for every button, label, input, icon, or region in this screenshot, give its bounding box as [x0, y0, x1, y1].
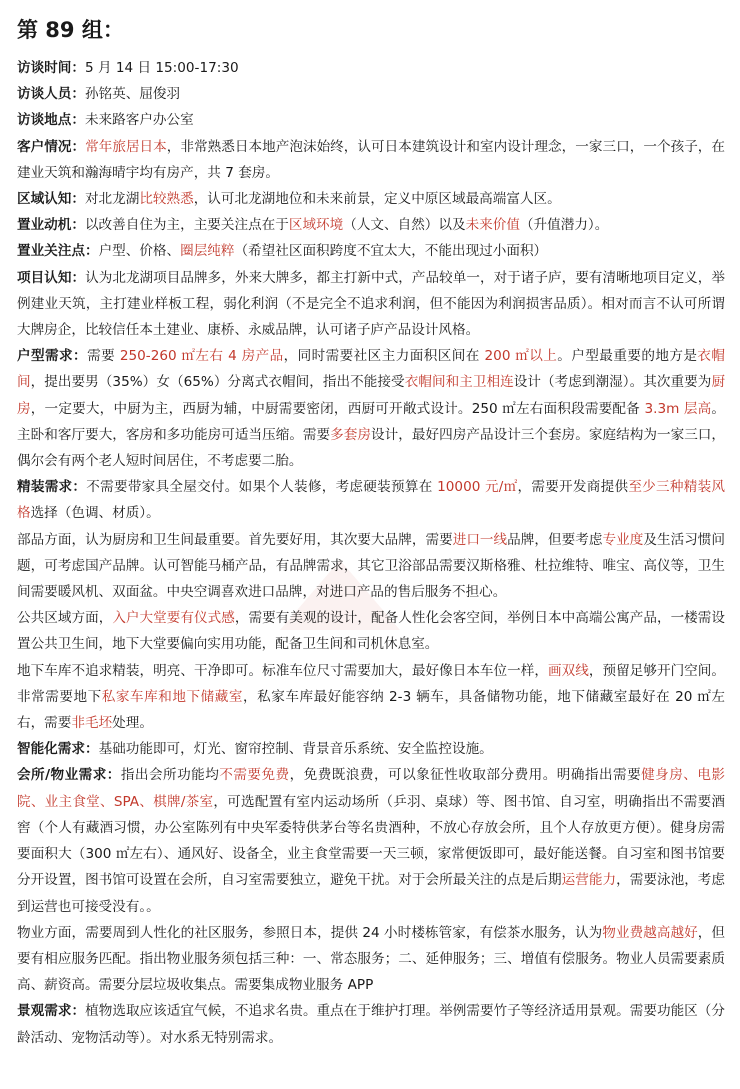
paragraph [17, 134, 725, 186]
highlighted-text: 250-260 ㎡左右 4 房产品 [119, 348, 284, 365]
field-label: 置业关注点： [17, 243, 99, 260]
paragraph [17, 265, 725, 344]
document-body [17, 15, 725, 1051]
paragraph [17, 920, 725, 999]
body-text: 部品方面，认为厨房和卫生间最重要。首先要好用，其次要大品牌，需要 [17, 531, 453, 548]
body-text: 物业方面，需要周到人性化的社区服务，参照日本，提供 24 小时楼栋管家，有偿茶水服务，认为 [17, 924, 603, 941]
body-text: 公共区域方面， [17, 610, 113, 627]
body-text: 5 月 14 日 15:00-17:30 [84, 60, 239, 76]
body-text: 认为北龙湖项目品牌多，外来大牌多，都主打新中式，产品较单一，对于诸子庐，要有清晰地项目定义，举例建业天筑，主打建业样板工程，弱化利润（不是完全不追求利润，但不能因为利润损害品质）。相对而言不认可所谓大牌房企，比较信任本土建业、康桥、永威品牌，认可诸子庐产品设计风格。 [17, 269, 726, 339]
field-label: 智能化需求： [17, 741, 99, 758]
highlighted-text: 至少三种精装风格 [17, 479, 726, 522]
highlighted-text: 入户大堂要有仪式感 [112, 610, 235, 627]
highlighted-text: 不需要免费 [219, 767, 290, 784]
field-label: 精装需求： [17, 479, 87, 496]
body-text: ，一定要大，中厨为主，西厨为辅，中厨需要密闭，西厨可开敞式设计。250 ㎡左右面积段需要配备 [30, 400, 645, 417]
paragraph [17, 474, 725, 526]
page-title: 第 89 组： [17, 18, 124, 42]
highlighted-text: 画双线 [548, 662, 589, 679]
interview-notes [17, 55, 725, 1051]
body-text: 。主卧和客厅要大，客房和多功能房可适当压缩。需要 [17, 400, 725, 443]
body-text: ，需要泳池，考虑到运营也可接受没有。。 [17, 872, 726, 915]
highlighted-text: 3.3m 层高 [644, 400, 712, 417]
body-text: 对北龙湖 [84, 191, 140, 208]
body-text: 需要 [87, 348, 120, 365]
paragraph [17, 238, 725, 264]
paragraph [17, 605, 725, 657]
body-text: 基础功能即可，灯光、窗帘控制、背景音乐系统、安全监控设施。 [98, 741, 493, 758]
body-text: 处理。 [112, 715, 153, 732]
body-text: ，私家车库最好能容纳 2-3 辆车，具备储物功能，地下储藏室最好在 20 ㎡左右，需要 [17, 688, 726, 732]
highlighted-text: 多套房 [330, 426, 372, 443]
field-label: 访谈地点： [17, 112, 85, 129]
highlighted-text: 圈层纯粹 [180, 243, 235, 260]
highlighted-text: 非毛坯 [71, 715, 113, 732]
field-label: 景观需求： [17, 1003, 86, 1020]
field-label: 区域认知： [17, 191, 85, 208]
highlighted-text: 厨房 [17, 374, 726, 417]
paragraph [17, 81, 725, 107]
field-label: 访谈时间： [17, 60, 85, 76]
body-text: 指出会所功能均 [120, 767, 220, 784]
body-text: 植物选取应该适宜气候，不追求名贵。重点在于维护打理。举例需要竹子等经济适用景观。需要功能区（分龄活动、宠物活动等）。对水系无特别需求。 [17, 1003, 726, 1046]
body-text: 以改善自住为主，主要关注点在于 [84, 217, 289, 234]
paragraph [17, 736, 725, 762]
highlighted-text: 进口一线 [452, 531, 508, 548]
body-text: ，但要有相应服务匹配。指出物业服务须包括三种：一、常态服务；二、延伸服务；三、增值有偿服务。物业人员需要素质高、薪资高。需要分层垃圾收集点。需要集成物业服务 APP [17, 924, 726, 994]
field-label: 会所/物业需求： [17, 767, 121, 784]
body-text: 及生活习惯问题，可考虑国产品牌。认可智能马桶产品，有品牌需求，其它卫浴部品需要汉斯格雅、杜拉维特、唯宝、高仪等，卫生间需要暖风机、双面盆。中央空调喜欢进口品牌，对进口产品的售后服务不担心。 [17, 531, 726, 601]
field-label: 户型需求： [17, 348, 88, 365]
highlighted-text: 衣帽间 [17, 348, 726, 391]
highlighted-text: 物业费越高越好 [602, 924, 698, 941]
highlighted-text: 健身房、电影院、业主食堂、SPA、棋牌/茶室 [17, 767, 726, 810]
highlighted-text: 专业度 [602, 531, 644, 548]
body-text: （希望社区面积跨度不宜太大，不能出现过小面积） [234, 243, 548, 260]
highlighted-text: 比较熟悉 [139, 191, 194, 208]
body-text: 品牌，但要考虑 [507, 531, 603, 548]
body-text: ，非常熟悉日本地产泡沫始终，认可日本建筑设计和室内设计理念，一家三口，一个孩子，在建业天筑和瀚海晴宇均有房产，共 7 套房。 [17, 138, 726, 181]
highlighted-text: 私家车库和地下储藏室 [101, 688, 243, 705]
body-text: ，同时需要社区主力面积区间在 [283, 348, 485, 365]
field-label: 客户情况： [17, 138, 86, 155]
paragraph [17, 343, 725, 474]
highlighted-text: 常年旅居日本 [85, 138, 167, 155]
paragraph [17, 998, 725, 1050]
body-text: ，认可北龙湖地位和未来前景，定义中原区域最高端富人区。 [193, 191, 561, 208]
body-text: 设计，最好四房产品设计三个套房。家庭结构为一家三口，偶尔会有两个老人短时间居住，不考虑要二胎。 [17, 426, 726, 470]
highlighted-text: 区域环境 [288, 217, 344, 234]
body-text: ，预留足够开门空间。非常需要地下 [17, 662, 726, 705]
body-text: 户型、价格、 [98, 243, 181, 260]
body-text: ，需要有美观的设计，配备人性化会客空间，举例日本中高端公寓产品，一楼需设置公共卫生间，地下大堂要偏向实用功能，配备卫生间和司机休息室。 [17, 610, 726, 653]
body-text: ，可选配置有室内运动场所（乒羽、桌球）等、图书馆、自习室，明确指出不需要酒窖（个人有藏酒习惯，办公室陈列有中央军委特供茅台等名贵酒种，不放心存放会所，且个人存放更方便）。健身房需要面积大（300 ㎡左右）、通风好、设备全，业主食堂需要一天三顿，家常便饭即可，最好能送餐。自习室和图书馆要分开设置，图书馆可设置在会所，自习室需要独立，避免干扰。对于会所最关注的点是后期 [17, 793, 725, 889]
paragraph [17, 762, 725, 919]
body-text: ，需要开发商提供 [517, 479, 629, 496]
body-text: ，提出要男（35%）女（65%）分离式衣帽间，指出不能接受 [30, 374, 405, 391]
body-text: 不需要带家具全屋交付。如果个人装修，考虑硬装预算在 [86, 479, 438, 496]
paragraph [17, 658, 725, 737]
paragraph [17, 212, 725, 238]
highlighted-text: 未来价值 [465, 217, 520, 234]
body-text: 选择（色调、材质）。 [30, 505, 160, 522]
body-text: 未来路客户办公室 [84, 112, 194, 129]
body-text: 设计（考虑到潮湿）。其次重要为 [513, 374, 712, 391]
paragraph [17, 55, 725, 81]
body-text: ，免费既浪费，可以象征性收取部分费用。明确指出需要 [289, 767, 642, 784]
paragraph [17, 527, 725, 606]
paragraph [17, 186, 725, 212]
body-text: 。户型最重要的地方是 [557, 348, 698, 365]
field-label: 项目认知： [17, 269, 86, 286]
highlighted-text: 200 ㎡以上 [484, 348, 558, 365]
body-text: 孙铭英、屈俊羽 [84, 86, 181, 103]
body-text: 地下车库不追求精装，明亮、干净即可。标准车位尺寸需要加大，最好像日本车位一样， [17, 662, 549, 679]
highlighted-text: 10000 元/㎡ [437, 479, 518, 496]
body-text: （人文、自然）以及 [343, 217, 466, 234]
paragraph [17, 107, 725, 133]
highlighted-text: 运营能力 [561, 872, 617, 889]
field-label: 置业动机： [17, 217, 85, 234]
field-label: 访谈人员： [17, 86, 85, 103]
body-text: （升值潜力）。 [519, 217, 609, 234]
highlighted-text: 衣帽间和主卫相连 [404, 374, 514, 391]
